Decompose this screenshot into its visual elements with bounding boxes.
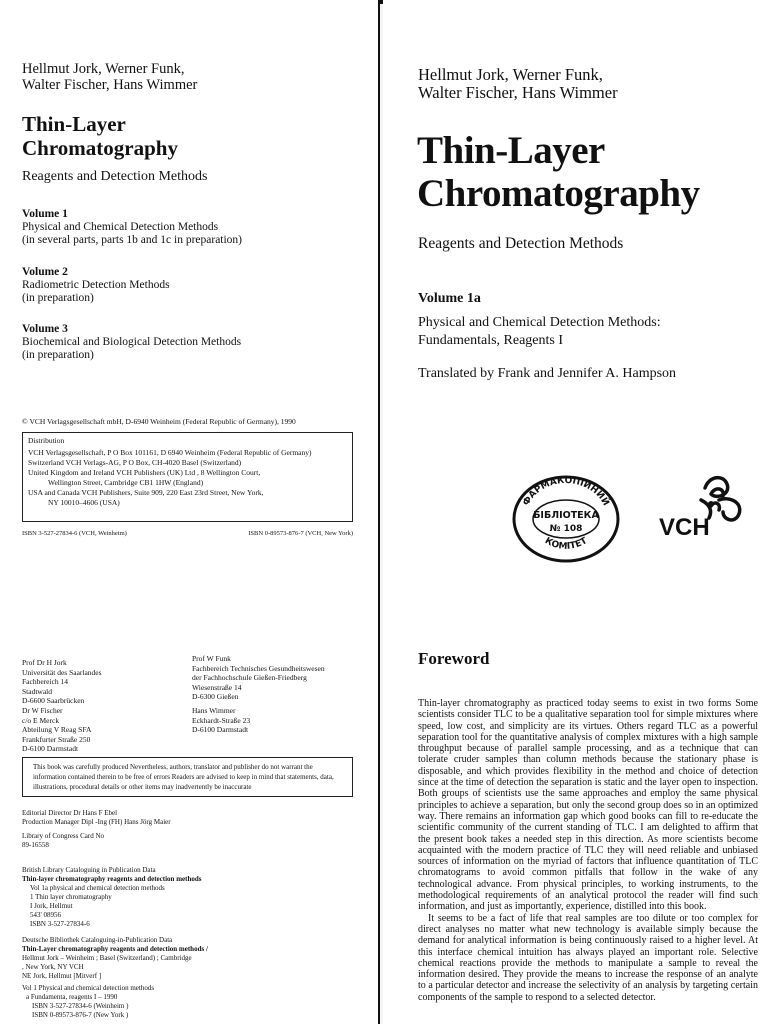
deutsche-cip-block <box>22 936 362 1020</box>
stamp-arc-bottom: КОМІТЕТ <box>542 536 590 553</box>
loc-line: 89-16558 <box>22 841 49 849</box>
address-line: D-6300 Gießen <box>192 692 239 701</box>
distribution-entry-cont: NY 10010–4606 (USA) <box>48 498 120 507</box>
address-funk <box>192 654 362 702</box>
foreword-paragraph: Thin-layer chromatography as practiced today seems to exist in two forms Some scientists consider TLC to be a qualitative separation tool for simple mixtures where speed, low cost, and simplicity are its virtues. Others regard TLC as a powerful separation tool for the quantitative analysis of complex mixtures with a high sample throughput because of parallel sample processing, and as a technique that can tolerate cruder samples than column methods because the stationary phase is disposable, and which provides flexibility in the method and choice of detection since at the time of detection the separation is static and the layer open to inspection. Both groups of scientists use the same approaches and employ the same physical principles to achieve a separation, but only the second group does so in an optimized way. There remains an information gap which good books can fill to re-educate the scientific community of the current standing of TLC. I am delighted to affirm that the present book takes a needed step in this direction. As more scientists become acquainted with the modern practice of TLC they will need reliable and unbiased sources of information on the myriad of factors that influence quantitation of TLC chromatograms to avoid common pitfalls that follow in the wake of any technological advance. From physical principles, to working instruments, to the methodological requirements of an analytical protocol the reader will find such information, and just as importantly, experience, distilled into this book. <box>418 698 758 913</box>
distribution-title: Distribution <box>28 436 65 445</box>
address-line: Prof W Funk <box>192 654 231 663</box>
translator-credit: Translated by Frank and Jennifer A. Hampson <box>418 366 677 381</box>
volume-3-label: Volume 3 <box>22 323 68 335</box>
deutsche-cip-line: Vol 1 Physical and chemical detection methods <box>22 984 155 992</box>
editorial-line: Production Manager Dipl -Ing (FH) Hans Jörg Maier <box>22 818 171 826</box>
address-line: Dr W Fischer <box>22 706 63 715</box>
distribution-entry: USA and Canada VCH Publishers, Suite 909, 220 East 23rd Street, New York, <box>28 488 264 497</box>
distribution-box <box>22 432 353 522</box>
stamp-arc-top: ФАРМАКОПІЙНИЙ <box>521 475 611 508</box>
volume-1-line-1: Physical and Chemical Detection Methods <box>22 221 219 233</box>
deutsche-cip-line: Thin-Layer chromatography reagents and detection methods / <box>22 945 208 953</box>
deutsche-cip-line: ISBN 0-89573-876-7 (New York ) <box>32 1011 129 1019</box>
distribution-entry: Switzerland VCH Verlags-AG, P O Box, CH-4020 Basel (Switzerland) <box>28 458 242 467</box>
left-subtitle: Reagents and Detection Methods <box>22 169 208 184</box>
address-line: Eckhardt-Straße 23 <box>192 715 251 725</box>
address-line: Abteilung V Reag SFA <box>22 725 92 734</box>
left-title-line-2: Chromatography <box>22 136 178 160</box>
address-line: Universität des Saarlandes <box>22 667 102 677</box>
address-wimmer <box>192 706 362 735</box>
british-cip-block <box>22 866 362 929</box>
vch-logo-icon <box>653 470 745 542</box>
address-line: c/o E Merck <box>22 715 60 725</box>
british-cip-line: Vol 1a physical and chemical detection methods <box>30 884 165 892</box>
stamp-center-text: БІБЛІОТЕКА <box>533 510 599 521</box>
address-line: D-6100 Darmstadt <box>22 744 79 753</box>
right-title <box>417 129 700 215</box>
volume-2-line-2: (in preparation) <box>22 292 94 304</box>
address-line: der Fachhochschule Gießen-Friedberg <box>192 673 307 682</box>
volume-3-line-2: (in preparation) <box>22 349 94 361</box>
right-subtitle: Reagents and Detection Methods <box>418 235 624 252</box>
left-title-line-1: Thin-Layer <box>22 112 126 136</box>
volume-1-block <box>22 208 362 247</box>
right-page <box>383 0 768 1024</box>
right-title-line-2: Chromatography <box>417 172 700 215</box>
address-line: D-6100 Darmstadt <box>192 725 249 734</box>
foreword-body <box>418 698 758 1003</box>
address-fischer <box>22 706 182 754</box>
address-line: Prof Dr H Jork <box>22 658 67 667</box>
copyright-line: © VCH Verlagsgesellschaft mbH, D-6940 Weinheim (Federal Republic of Germany), 1990 <box>22 417 296 426</box>
address-line: Stadtwald <box>22 686 52 696</box>
isbn-new-york: ISBN 0-89573-876-7 (VCH, New York) <box>248 530 353 537</box>
volume-1-label: Volume 1 <box>22 208 68 220</box>
distribution-entry: United Kingdom and Ireland VCH Publishers (UK) Ltd , 8 Wellington Court, <box>28 468 261 477</box>
gutter-line <box>378 0 380 1024</box>
isbn-row <box>22 530 353 537</box>
isbn-weinheim: ISBN 3-527-27834-6 (VCH, Weinheim) <box>22 530 127 537</box>
volume-desc-line-2: Fundamentals, Reagents I <box>418 333 564 348</box>
address-line: Fachbereich 14 <box>22 677 69 686</box>
right-authors-line-2: Walter Fischer, Hans Wimmer <box>418 83 618 102</box>
right-volume-label: Volume 1a <box>418 291 481 306</box>
editorial-line: Editorial Director Dr Hans F Ebel <box>22 809 118 817</box>
library-of-congress <box>22 832 362 850</box>
foreword-paragraph: It seems to be a fact of life that real samples are too dilute or too complex for direct analyses no matter what new technology is available simply because the demand for analytical information is being continuously raised to a higher level. At this interface chemical intuition has always played an important role. Selective chemical reactions provide the methods to manipulate a sample to reveal the information desired. They provide the means to increase the response of an analyte to a particular detector and increase the selectivity of an analysis by targeting certain components of the sample to respond to a selected detector. <box>418 912 758 1003</box>
deutsche-cip-line: , New York, NY VCH <box>22 963 84 971</box>
left-authors-line-1: Hellmut Jork, Werner Funk, <box>22 61 185 77</box>
volume-desc-line-1: Physical and Chemical Detection Methods: <box>418 315 661 330</box>
volume-3-line-1: Biochemical and Biological Detection Methods <box>22 336 242 348</box>
address-line: Fachbereich Technisches Gesundheitswesen <box>192 663 325 673</box>
volume-1-line-2: (in several parts, parts 1b and 1c in preparation) <box>22 234 243 246</box>
volume-3-block <box>22 323 362 362</box>
left-page <box>0 0 378 1024</box>
right-authors <box>418 66 758 102</box>
british-cip-line: Thin-layer chromatography reagents and detection methods <box>22 875 202 883</box>
vch-logo-text: VCH <box>659 514 710 541</box>
british-cip-line: I Jork, Hellmut <box>30 902 73 910</box>
address-line: D-6600 Saarbrücken <box>22 696 85 705</box>
deutsche-cip-line: NE Jork, Hellmut [Mitverf ] <box>22 972 102 980</box>
disclaimer-box: This book was carefully produced Nevertheless, authors, translator and publisher do not warrant the information contained therein to be free of errors Readers are advised to keep in mind that statements, data, illustrations, procedural details or other items may inadvertently be inaccurate <box>22 757 353 797</box>
editorial-credits <box>22 809 362 827</box>
address-jork <box>22 658 182 706</box>
british-cip-heading: British Library Cataloguing in Publication Data <box>22 866 156 874</box>
volume-2-label: Volume 2 <box>22 266 68 278</box>
svg-text:ФАРМАКОПІЙНИЙ <box>521 476 612 508</box>
left-authors <box>22 61 342 93</box>
british-cip-line: 1 Thin layer chromatography <box>30 893 112 901</box>
deutsche-cip-line: a Fundamenta, reagents I – 1990 <box>26 993 118 1001</box>
right-authors-line-1: Hellmut Jork, Werner Funk, <box>418 65 603 84</box>
right-title-line-1: Thin-Layer <box>417 129 605 172</box>
volume-2-block <box>22 266 362 305</box>
volume-2-line-1: Radiometric Detection Methods <box>22 279 170 291</box>
address-line: Frankfurter Straße 250 <box>22 734 91 744</box>
left-authors-line-2: Walter Fischer, Hans Wimmer <box>22 77 198 93</box>
left-title <box>22 112 178 160</box>
stamp-number: № 108 <box>549 524 583 534</box>
foreword-heading: Foreword <box>418 649 490 668</box>
deutsche-cip-line: ISBN 3-527-27834-6 (Weinheim ) <box>32 1002 129 1010</box>
british-cip-line: 543' 08956 <box>30 911 62 919</box>
library-stamp-icon <box>511 474 621 564</box>
address-line: Wiesenstraße 14 <box>192 682 242 692</box>
loc-line: Library of Congress Card No <box>22 832 105 840</box>
distribution-entry: VCH Verlagsgesellschaft, P O Box 101161, D 6940 Weinheim (Federal Republic of Germany) <box>28 448 312 457</box>
address-line: Hans Wimmer <box>192 706 236 715</box>
deutsche-cip-heading: Deutsche Bibliothek Cataloguing-in-Publication Data <box>22 936 173 944</box>
deutsche-cip-line: Hellmut Jork – Weinheim ; Basel (Switzerland) ; Cambridge <box>22 954 192 962</box>
right-volume-desc <box>418 314 758 350</box>
distribution-entry-cont: Wellington Street, Cambridge CB1 1HW (England) <box>48 478 204 487</box>
british-cip-line: ISBN 3-527-27834-6 <box>30 920 90 928</box>
